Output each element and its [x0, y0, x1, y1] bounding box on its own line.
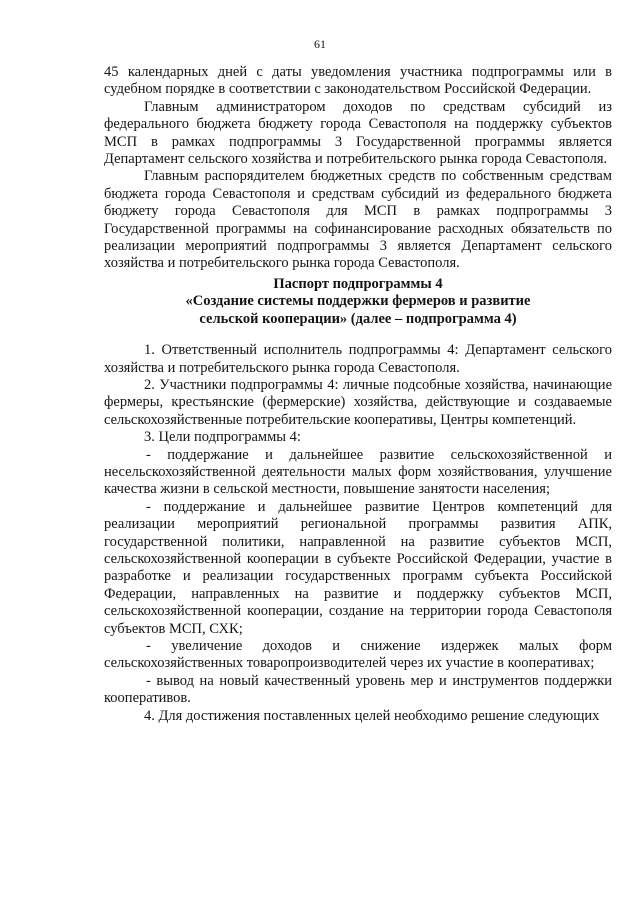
- page-number: 61: [314, 37, 326, 51]
- numbered-item: 1. Ответственный исполнитель подпрограммы 4: Департамент сельского хозяйства и потребительского рынка города Севастополя.: [104, 342, 612, 376]
- numbered-item: 3. Цели подпрограммы 4:: [144, 429, 301, 446]
- goal-item: - вывод на новый качественный уровень мер и инструментов поддержки кооперативов.: [104, 672, 612, 707]
- heading-line: Паспорт подпрограммы 4: [273, 275, 443, 292]
- goal-item: - поддержание и дальнейшее развитие Центров компетенций для реализации мероприятий региональной программы развития АПК, государственной политики, направленной на развитие субъектов МСП, сельскохозяйственной кооперации в субъекте Российской Федерации, участие в разработке и реализации государственных программ субъекта Российской Федерации, направленных на развитие и поддержку субъектов МСП, сельскохозяйственной кооперации, создание на территории города Севастополя субъектов МСП, СХК;: [104, 498, 612, 637]
- numbered-item: 2. Участники подпрограммы 4: личные подсобные хозяйства, начинающие фермеры, крестьянские (фермерские) хозяйства, действующие и создаваемые сельскохозяйственные потребительские кооперативы, Центры компетенций.: [104, 376, 612, 428]
- goal-item: - увеличение доходов и снижение издержек малых форм сельскохозяйственных товаропроизводителей через их участие в кооперативах;: [104, 638, 612, 672]
- spacer: [104, 328, 612, 342]
- paragraph: Главным распорядителем бюджетных средств по собственным средствам бюджета города Севастополя и средствам субсидий из федерального бюджета бюджету города Севастополя для МСП в рамках подпрограммы 3 Государственной программы на софинансирование расходных обязательств по реализации мероприятий подпрограммы 3 является Департамент сельского хозяйства и потребительского рынка города Севастополя.: [104, 168, 612, 272]
- goal-item: - поддержание и дальнейшее развитие сельскохозяйственной и несельскохозяйственной деятельности малых форм хозяйствования, улучшение качества жизни в сельской местности, повышение занятости населения;: [104, 446, 612, 498]
- paragraph: 45 календарных дней с даты уведомления участника подпрограммы или в судебном порядке в соответствии с законодательством Российской Федерации.: [104, 64, 612, 98]
- section-heading: [104, 276, 612, 328]
- heading-line: сельской кооперации» (далее – подпрограмма 4): [199, 310, 517, 327]
- document-body: [104, 64, 612, 725]
- heading-line: «Создание системы поддержки фермеров и развитие: [185, 293, 531, 310]
- paragraph: Главным администратором доходов по средствам субсидий из федерального бюджета бюджету города Севастополя на поддержку субъектов МСП в рамках подпрограммы 3 Государственной программы является Департамент сельского хозяйства и потребительского рынка города Севастополя.: [104, 98, 612, 168]
- numbered-item: 4. Для достижения поставленных целей необходимо решение следующих: [144, 707, 600, 724]
